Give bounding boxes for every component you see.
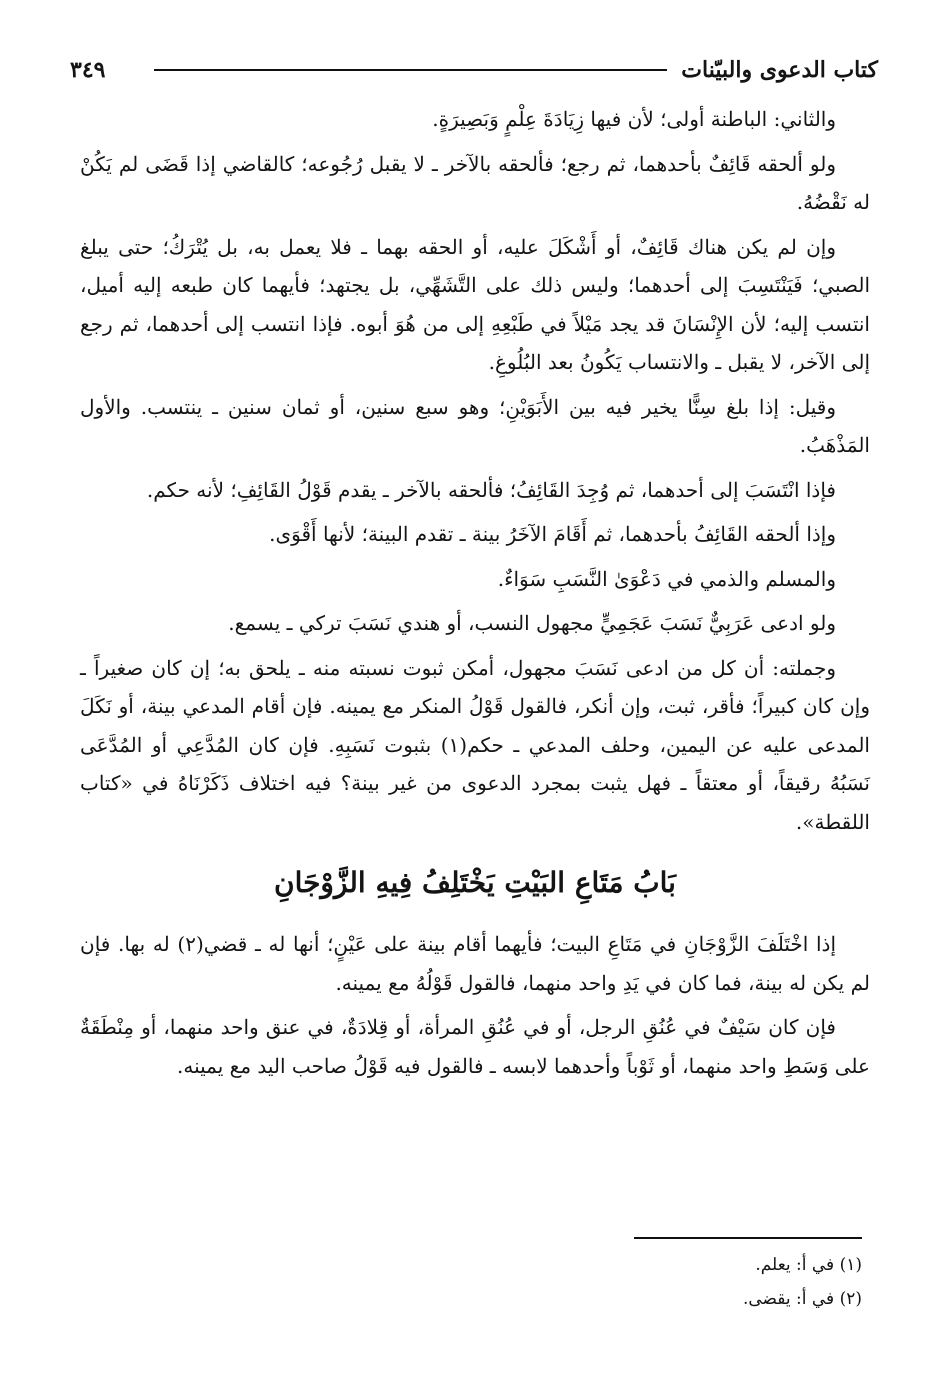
paragraph: إذا اخْتَلَفَ الزَّوْجَانِ في مَتَاعِ البيت؛ فأيهما أقام بينة على عَيْنٍ؛ أنها له ـ قضي(٢) له بها. فإن لم يكن له بينة، فما كان في يَدِ واحد منهما، فالقول قَوْلُهُ مع يمينه. (80, 932, 870, 995)
running-title: كتاب الدعوى والبيّنات (681, 57, 878, 83)
paragraph: ولو ألحقه قَائِفٌ بأحدهما، ثم رجع؛ فألحقه بالآخر ـ لا يقبل رُجُوعه؛ كالقاضي إذا قَضَى لم يَكُنْ له نَقْضُهُ. (80, 151, 870, 214)
paragraph: وإذا ألحقه القَائِفُ بأحدهما، ثم أَقَامَ الآخَرُ بينة ـ تقدم البينة؛ لأنها أَقْوَى. (269, 522, 836, 546)
paragraph: فإن كان سَيْفٌ في عُنُقِ الرجل، أو في عُنُقِ المرأة، أو قِلادَةٌ، في عنق واحد منهما، أو مِنْطَقَةٌ على وَسَطِ واحد منهما، أو ثَوْباً وأحدهما لابسه ـ فالقول فيه قَوْلُ صاحب اليد مع يمينه. (80, 1015, 870, 1078)
page-body (80, 100, 870, 1091)
header-rule (154, 69, 667, 71)
paragraph: وإن لم يكن هناك قَائِفٌ، أو أَشْكَلَ عليه، أو الحقه بهما ـ فلا يعمل به، بل يُتْرَكُ؛ حتى يبلغ الصبي؛ فَيَنْتَسِبَ إلى أحدهما؛ وليس ذلك على التَّشَهِّي، بل يجتهد؛ فأيهما كان طبعه إليه أميل، انتسب إليه؛ لأن الإِنْسَانَ قد يجد مَيْلاً في طَبْعِهِ إلى من هُوَ أبوه. فإذا انتسب إلى أحدهما، ثم رجع إلى الآخر، لا يقبل ـ والانتساب يَكُونُ بعد البُلُوغِ. (80, 234, 870, 374)
paragraph: والثاني: الباطنة أولى؛ لأن فيها زِيَادَةَ عِلْمٍ وَبَصِيرَةٍ. (432, 107, 836, 131)
footnote-rule (634, 1237, 862, 1239)
section-heading: بَابُ مَتَاعِ البَيْتِ يَخْتَلِفُ فِيهِ الزَّوْجَانِ (274, 866, 676, 899)
footnotes (462, 1248, 862, 1316)
paragraph: وقيل: إذا بلغ سِنًّا يخير فيه بين الأَبَوَيْنِ؛ وهو سبع سنين، أو ثمان سنين ـ ينتسب. والأول المَذْهَبُ. (80, 394, 870, 457)
paragraph: فإذا انْتَسَبَ إلى أحدهما، ثم وُجِدَ القَائِفُ؛ فألحقه بالآخر ـ يقدم قَوْلُ القَائِفِ؛ لأنه حكم. (146, 477, 836, 502)
paragraph: والمسلم والذمي في دَعْوَىٰ النَّسَبِ سَوَاءٌ. (497, 566, 836, 591)
paragraph: وجملته: أن كل من ادعى نَسَبَ مجهول، أمكن ثبوت نسبته منه ـ يلحق به؛ إن كان صغيراً ـ وإن كان كبيراً؛ فأقر، ثبت، وإن أنكر، فالقول قَوْلُ المنكر مع يمينه. فإن أقام المدعي بينة، أو نَكَلَ المدعى عليه عن اليمين، وحلف المدعي ـ حكم(١) بثبوت نَسَبِهِ. فإن كان المُدَّعِي أو المُدَّعَى نَسَبُهُ رقيقاً، أو معتقاً ـ فهل يثبت بمجرد الدعوى من غير بينة؟ فيه اختلاف ذَكَرْنَاهُ في «كتاب اللقطة». (80, 655, 870, 834)
footnote: (٢) في أ: يقضى. (742, 1289, 862, 1309)
footnote: (١) في أ: يعلم. (755, 1255, 862, 1275)
paragraph: ولو ادعى عَرَبِيٌّ نَسَبَ عَجَمِيٍّ مجهول النسب، أو هندي نَسَبَ تركي ـ يسمع. (228, 611, 836, 635)
page-header (70, 52, 878, 88)
page-number: ٣٤٩ (70, 57, 106, 83)
